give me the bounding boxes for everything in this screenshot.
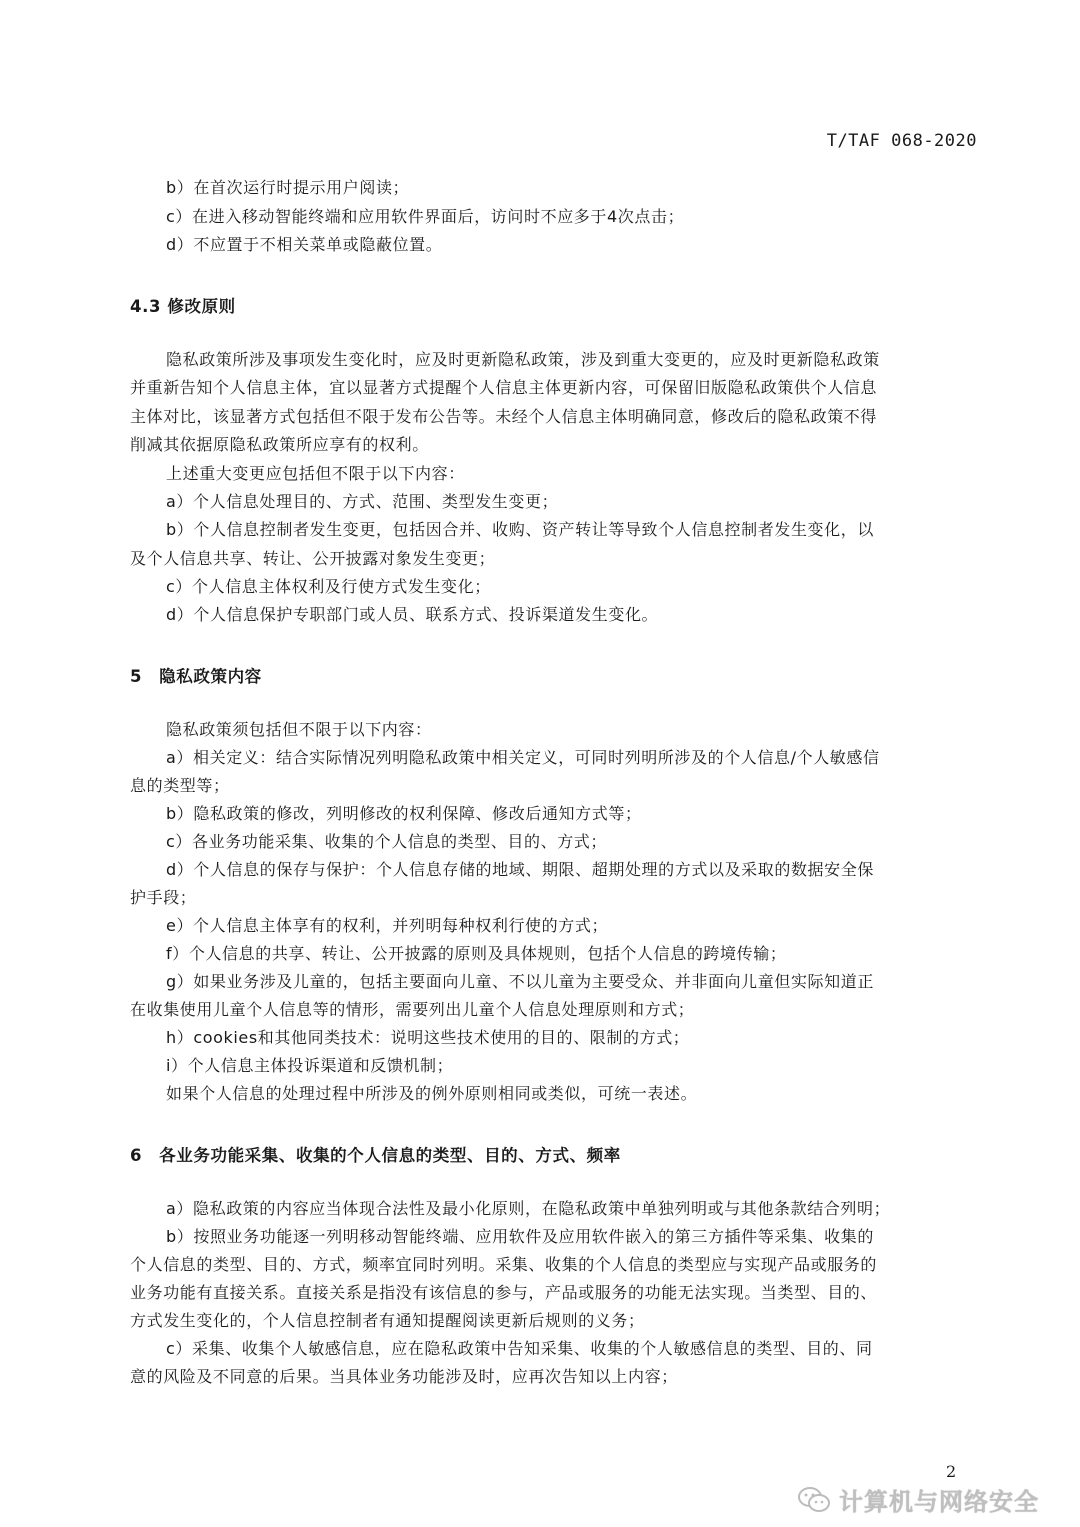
list-item: d）个人信息的保存与保护：个人信息存储的地域、期限、超期处理的方式以及采取的数据安全保 [166,860,874,879]
list-item: c）各业务功能采集、收集的个人信息的类型、目的、方式； [166,832,607,851]
list-item: b）在首次运行时提示用户阅读； [166,178,410,197]
list-item: b）隐私政策的修改，列明修改的权利保障、修改后通知方式等； [166,804,642,823]
watermark-text: 计算机与网络安全 [839,1488,1039,1516]
list-item: c）在进入移动智能终端和应用软件界面后，访问时不应多于4次点击； [166,207,685,226]
watermark [797,1482,1039,1517]
list-item: e）个人信息主体享有的权利，并列明每种权利行使的方式； [166,916,609,935]
list-item-continuation: 意的风险及不同意的后果。当具体业务功能涉及时，应再次告知以上内容； [130,1367,678,1386]
list-item-continuation: 个人信息的类型、目的、方式，频率宜同时列明。采集、收集的个人信息的类型应与实现产品或服务的 [130,1255,878,1274]
paragraph-line: 上述重大变更应包括但不限于以下内容： [166,464,465,483]
section-heading: 6 各业务功能采集、收集的个人信息的类型、目的、方式、频率 [130,1146,621,1165]
list-item: b）个人信息控制者发生变更，包括因合并、收购、资产转让等导致个人信息控制者发生变化，以 [166,520,874,539]
list-item: f）个人信息的共享、转让、公开披露的原则及具体规则，包括个人信息的跨境传输； [166,944,787,963]
list-item: a）相关定义：结合实际情况列明隐私政策中相关定义，可同时列明所涉及的个人信息/个人敏感信 [166,748,880,767]
list-item: h）cookies和其他同类技术：说明这些技术使用的目的、限制的方式； [166,1028,690,1047]
paragraph-line: 削减其依据原隐私政策所应享有的权利。 [130,435,429,454]
wechat-icon [797,1486,831,1514]
list-item: c）个人信息主体权利及行使方式发生变化； [166,577,491,596]
paragraph-line: 并重新告知个人信息主体，宜以显著方式提醒个人信息主体更新内容，可保留旧版隐私政策供个人信息 [130,378,878,397]
paragraph-line: 如果个人信息的处理过程中所涉及的例外原则相同或类似，可统一表述。 [166,1084,698,1103]
page-number: 2 [946,1462,957,1481]
list-item-continuation: 护手段； [130,888,197,907]
list-item-continuation: 方式发生变化的，个人信息控制者有通知提醒阅读更新后规则的义务； [130,1311,645,1330]
list-item: a）隐私政策的内容应当体现合法性及最小化原则，在隐私政策中单独列明或与其他条款结合列明； [166,1199,891,1218]
document-id: T/TAF 068-2020 [826,131,977,151]
list-item: i）个人信息主体投诉渠道和反馈机制； [166,1056,454,1075]
list-item: d）个人信息保护专职部门或人员、联系方式、投诉渠道发生变化。 [166,605,659,624]
paragraph-line: 主体对比，该显著方式包括但不限于发布公告等。未经个人信息主体明确同意，修改后的隐私政策不得 [130,407,878,426]
paragraph-line: 隐私政策所涉及事项发生变化时，应及时更新隐私政策，涉及到重大变更的，应及时更新隐私政策 [166,350,880,369]
section-heading: 5 隐私政策内容 [130,667,262,686]
list-item-continuation: 及个人信息共享、转让、公开披露对象发生变更； [130,549,496,568]
section-heading: 4.3 修改原则 [130,297,236,316]
list-item-continuation: 在收集使用儿童个人信息等的情形，需要列出儿童个人信息处理原则和方式； [130,1000,695,1019]
list-item: c）采集、收集个人敏感信息，应在隐私政策中告知采集、收集的个人敏感信息的类型、目的、同 [166,1339,873,1358]
list-item-continuation: 息的类型等； [130,776,230,795]
list-item: b）按照业务功能逐一列明移动智能终端、应用软件及应用软件嵌入的第三方插件等采集、收集的 [166,1227,874,1246]
list-item: a）个人信息处理目的、方式、范围、类型发生变更； [166,492,559,511]
paragraph-line: 隐私政策须包括但不限于以下内容： [166,720,432,739]
list-item-continuation: 业务功能有直接关系。直接关系是指没有该信息的参与，产品或服务的功能无法实现。当类型、目的、 [130,1283,878,1302]
list-item: g）如果业务涉及儿童的，包括主要面向儿童、不以儿童为主要受众、并非面向儿童但实际知道正 [166,972,874,991]
list-item: d）不应置于不相关菜单或隐蔽位置。 [166,235,443,254]
